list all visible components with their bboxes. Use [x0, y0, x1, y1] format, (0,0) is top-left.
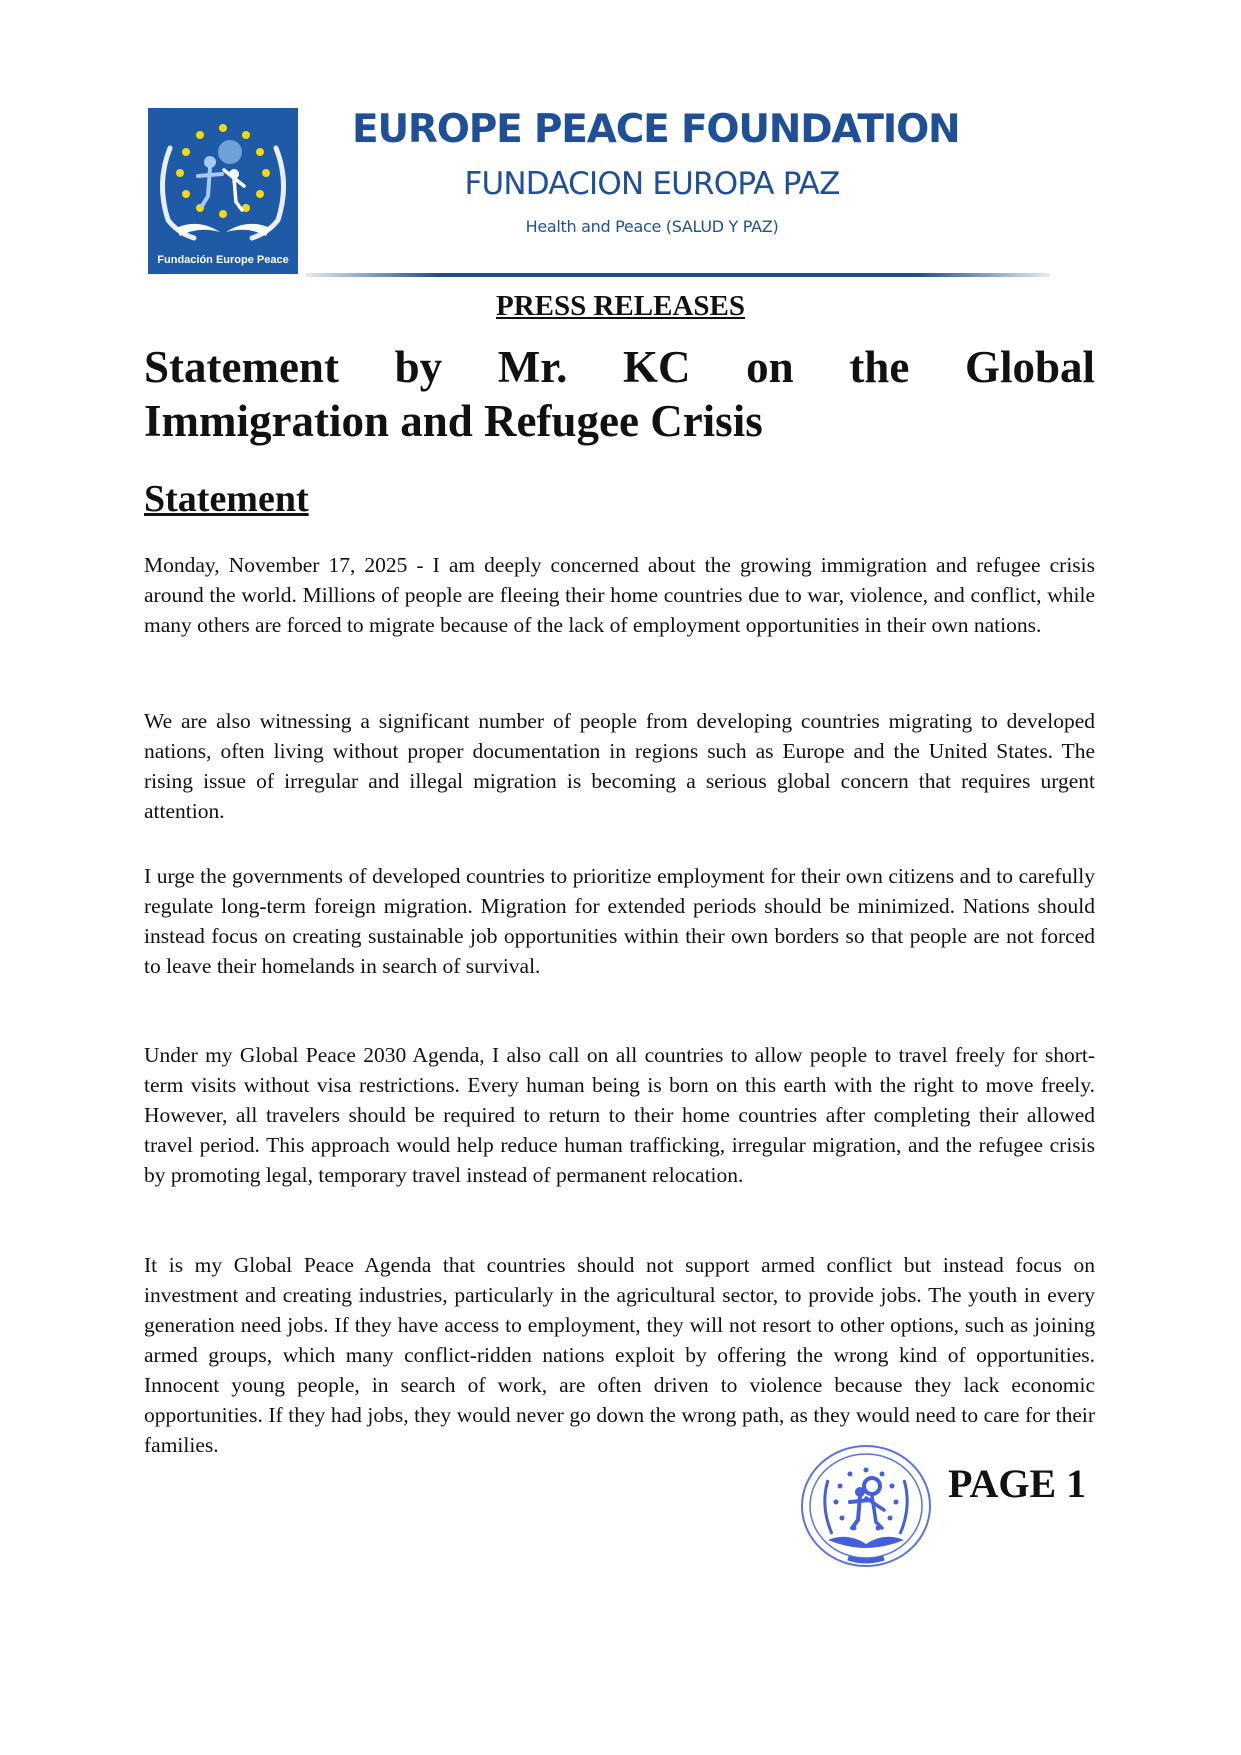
organization-name-spanish: FUNDACION EUROPA PAZ — [464, 166, 840, 202]
official-stamp — [798, 1440, 938, 1570]
document-title-line-1: Statement by Mr. KC on the Global — [144, 342, 1095, 392]
paragraph: We are also witnessing a significant number of people from developing countries migrating to developed nations, often living without proper documentation in regions such as Europe and the United States. The rising issue of irregular and illegal migration is becoming a serious global concern that requires urgent attention. — [144, 709, 1095, 823]
statement-heading: Statement — [144, 478, 309, 520]
paragraph: I urge the governments of developed countries to prioritize employment for their own citizens and to carefully regulate long-term foreign migration. Migration for extended periods should be minimized. Nations should instead focus on creating sustainable job opportunities within their own borders so that people are not forced to leave their homelands in search of survival. — [144, 864, 1095, 978]
page-number: PAGE 1 — [948, 1461, 1087, 1506]
header-divider — [305, 273, 1050, 277]
document-title-line-2: Immigration and Refugee Crisis — [144, 396, 763, 446]
organization-name: EUROPE PEACE FOUNDATION — [352, 107, 960, 152]
document-title — [144, 340, 1095, 448]
paragraph: Under my Global Peace 2030 Agenda, I also call on all countries to allow people to travel freely for short-term visits without visa restrictions. Every human being is born on this earth with the right to move freely. However, all travelers should be required to return to their home countries after completing their allowed travel period. This approach would help reduce human trafficking, irregular migration, and the refugee crisis by promoting legal, temporary travel instead of permanent relocation. — [144, 1043, 1095, 1187]
organization-tagline: Health and Peace (SALUD Y PAZ) — [525, 217, 779, 236]
foundation-logo-icon — [148, 108, 298, 274]
paragraph: It is my Global Peace Agenda that countries should not support armed conflict but instead focus on investment and creating industries, particularly in the agricultural sector, to provide jobs. The youth in every generation need jobs. If they have access to employment, they will not resort to other options, such as joining armed groups, which many conflict-ridden nations exploit by offering the wrong kind of opportunities. Innocent young people, in search of work, are often driven to violence because they lack economic opportunities. If they had jobs, they would never go down the wrong path, as they would need to care for their families. — [144, 1253, 1095, 1457]
foundation-logo — [148, 108, 298, 274]
section-label: PRESS RELEASES — [495, 290, 746, 322]
logo-caption: Fundación Europe Peace — [157, 254, 289, 266]
paragraph: Monday, November 17, 2025 - I am deeply concerned about the growing immigration and refugee crisis around the world. Millions of people are fleeing their home countries due to war, violence, and conflict, while many others are forced to migrate because of the lack of employment opportunities in their own nations. — [144, 553, 1095, 637]
foundation-stamp-icon — [798, 1440, 938, 1570]
